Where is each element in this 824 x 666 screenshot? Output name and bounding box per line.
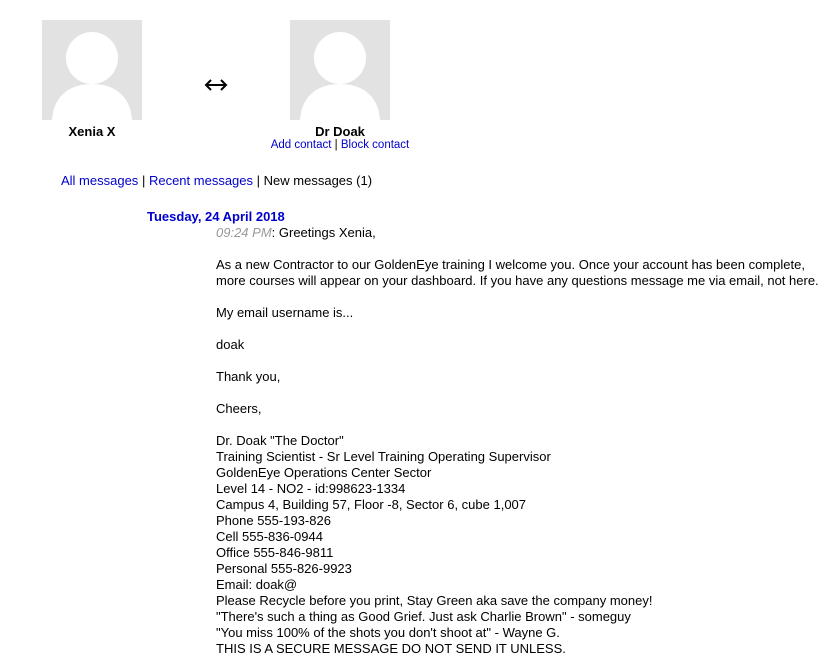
message-signature — [216, 433, 822, 657]
signature-line: Email: doak@ — [216, 577, 298, 592]
signature-line: "There's such a thing as Good Grief. Just ask Charlie Brown" - someguy — [216, 609, 631, 624]
new-messages-label: New messages (1) — [263, 173, 373, 188]
signature-line: THIS IS A SECURE MESSAGE DO NOT SEND IT UNLESS. — [216, 641, 566, 656]
message-paragraph: Cheers, — [216, 401, 262, 416]
signature-line: GoldenEye Operations Center Sector — [216, 465, 432, 480]
signature-line: Training Scientist - Sr Level Training Operating Supervisor — [216, 449, 551, 464]
message-line: As a new Contractor to our GoldenEye training I welcome you. Once your account has been complete, — [216, 257, 805, 272]
message-line: more courses will appear on your dashboard. If you have any questions message me via email, not here. — [216, 273, 819, 288]
conversation-date: Tuesday, 24 April 2018 — [147, 209, 285, 224]
sender-name: Xenia X — [68, 124, 116, 139]
signature-line: Cell 555-836-0944 — [216, 529, 323, 544]
contact-actions — [250, 139, 430, 151]
nav-separator: | — [141, 173, 146, 188]
message-greeting: : Greetings Xenia, — [271, 225, 376, 240]
message-greeting-line — [216, 225, 822, 241]
signature-line: Campus 4, Building 57, Floor -8, Sector 6, cube 1,007 — [216, 497, 527, 512]
left-right-arrow-icon — [204, 76, 228, 94]
signature-line: Phone 555-193-826 — [216, 513, 331, 528]
recipient-name: Dr Doak — [315, 124, 365, 139]
signature-line: Please Recycle before you print, Stay Green aka save the company money! — [216, 593, 653, 608]
message-filter-nav — [61, 173, 372, 188]
signature-line: "You miss 100% of the shots you don't shoot at" - Wayne G. — [216, 625, 560, 640]
message-paragraph: My email username is... — [216, 305, 354, 320]
signature-line: Level 14 - NO2 - id:998623-1334 — [216, 481, 406, 496]
recipient-avatar[interactable] — [290, 20, 390, 120]
contact-actions-separator: | — [334, 139, 338, 151]
signature-line: Dr. Doak "The Doctor" — [216, 433, 344, 448]
message-paragraph: Thank you, — [216, 369, 281, 384]
message-paragraph — [216, 257, 822, 289]
signature-line: Office 555-846-9811 — [216, 545, 334, 560]
message-body — [216, 225, 822, 657]
user-silhouette-icon — [290, 20, 390, 120]
sender-avatar — [42, 20, 142, 120]
block-contact-link[interactable]: Block contact — [340, 139, 410, 151]
recent-messages-link[interactable]: Recent messages — [148, 173, 254, 188]
message-paragraph: doak — [216, 337, 245, 352]
all-messages-link[interactable]: All messages — [61, 173, 139, 188]
add-contact-link[interactable]: Add contact — [270, 139, 332, 151]
nav-separator: | — [256, 173, 261, 188]
user-silhouette-icon — [42, 20, 142, 120]
message-timestamp: 09:24 PM — [216, 225, 272, 240]
signature-line: Personal 555-826-9923 — [216, 561, 352, 576]
